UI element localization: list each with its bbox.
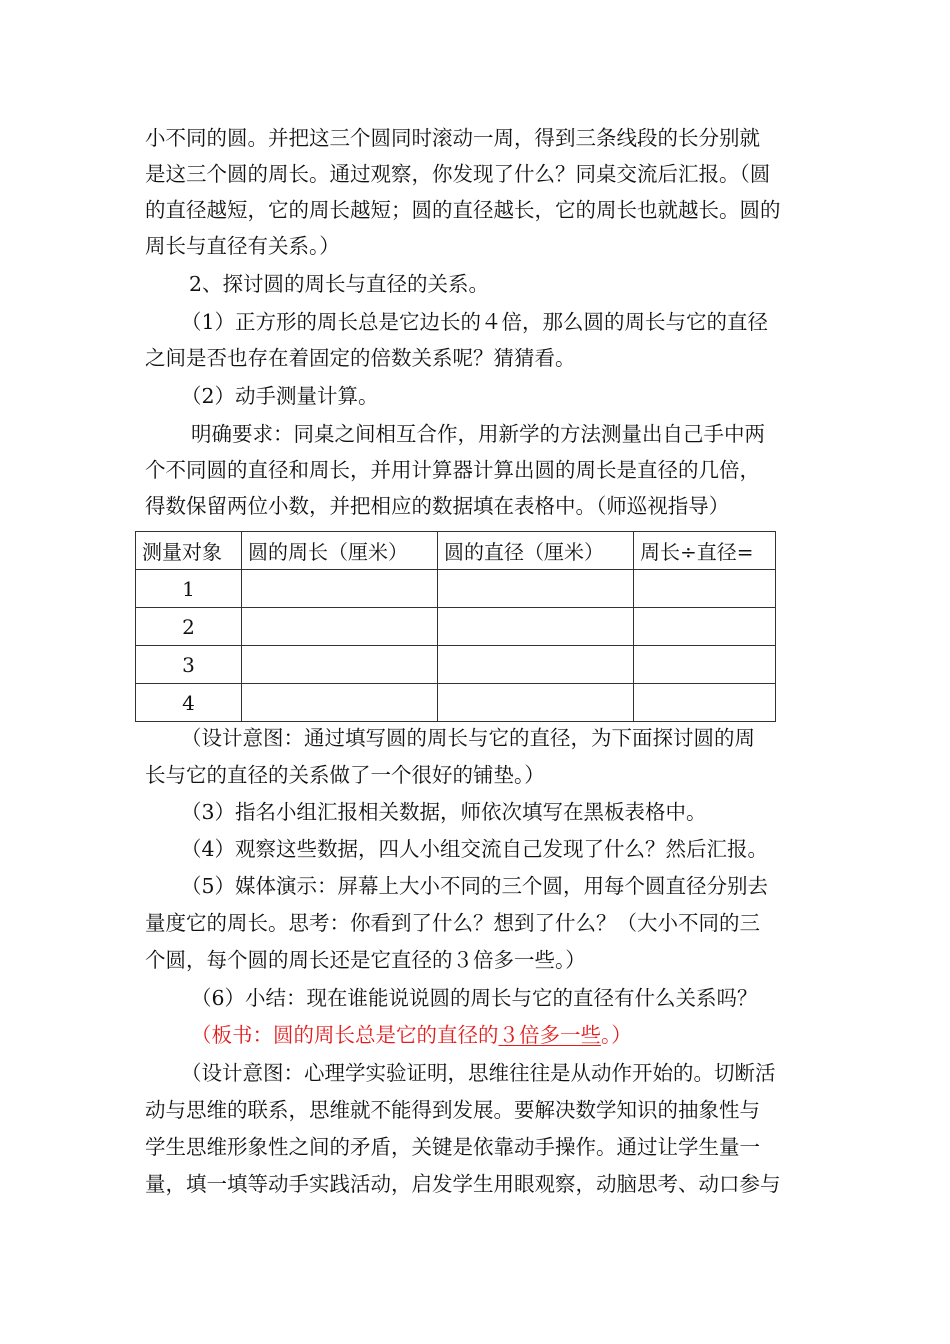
board-underlined: ３倍多一些: [498, 1023, 601, 1047]
text-line: 动与思维的联系，思维就不能得到发展。要解决数学知识的抽象性与: [145, 1098, 760, 1122]
empty-cell: [634, 608, 776, 646]
text-line: 是这三个圆的周长。通过观察，你发现了什么？同桌交流后汇报。（圆: [145, 162, 771, 186]
text-line: 学生思维形象性之间的矛盾，关键是依靠动手操作。通过让学生量一: [145, 1135, 760, 1159]
text-line: （2）动手测量计算。: [181, 384, 379, 408]
text-line: 周长与直径有关系。）: [145, 234, 340, 258]
text-line: 量，填一填等动手实践活动，启发学生用眼观察，动脑思考、动口参与: [145, 1172, 781, 1196]
table-row: [136, 646, 776, 684]
board-prefix: （板书：圆的周长总是它的直径的: [191, 1023, 499, 1047]
empty-cell: [438, 646, 634, 684]
empty-cell: [438, 684, 634, 722]
row-number: 1: [136, 570, 242, 608]
text-line: 得数保留两位小数，并把相应的数据填在表格中。（师巡视指导）: [145, 494, 730, 518]
empty-cell: [634, 570, 776, 608]
table-header-row: [136, 532, 776, 570]
text-line: （4）观察这些数据，四人小组交流自己发现了什么？然后汇报。: [181, 837, 769, 861]
board-suffix: 。）: [601, 1023, 632, 1047]
row-number: 4: [136, 684, 242, 722]
empty-cell: [438, 570, 634, 608]
text-line: 量度它的周长。思考：你看到了什么？想到了什么？（大小不同的三: [145, 911, 760, 935]
table-row: [136, 570, 776, 608]
empty-cell: [242, 608, 438, 646]
text-line: 明确要求：同桌之间相互合作，用新学的方法测量出自己手中两: [191, 422, 765, 446]
table-header-cell: 周长÷直径=: [634, 532, 776, 570]
empty-cell: [634, 684, 776, 722]
table-header-cell: 测量对象: [136, 532, 242, 570]
text-line: （3）指名小组汇报相关数据，师依次填写在黑板表格中。: [181, 800, 707, 824]
text-line: （设计意图：通过填写圆的周长与它的直径，为下面探讨圆的周: [181, 726, 755, 750]
text-line: （6）小结：现在谁能说说圆的周长与它的直径有什么关系吗？: [191, 986, 758, 1010]
empty-cell: [634, 646, 776, 684]
text-line: （5）媒体演示：屏幕上大小不同的三个圆，用每个圆直径分别去: [181, 874, 769, 898]
text-line: 个不同圆的直径和周长，并用计算器计算出圆的周长是直径的几倍，: [145, 458, 760, 482]
empty-cell: [242, 684, 438, 722]
table-header-cell: 圆的直径（厘米）: [438, 532, 634, 570]
empty-cell: [242, 646, 438, 684]
text-line: 小不同的圆。并把这三个圆同时滚动一周，得到三条线段的长分别就: [145, 126, 760, 150]
text-line: 个圆，每个圆的周长还是它直径的３倍多一些。）: [145, 948, 586, 972]
measurement-table: [135, 531, 776, 722]
text-line: 之间是否也存在着固定的倍数关系呢？猜猜看。: [145, 346, 576, 370]
table-row: [136, 684, 776, 722]
empty-cell: [438, 608, 634, 646]
empty-cell: [242, 570, 438, 608]
text-line: 的直径越短，它的周长越短；圆的直径越长，它的周长也就越长。圆的: [145, 198, 781, 222]
table-header-cell: 圆的周长（厘米）: [242, 532, 438, 570]
text-line: （1）正方形的周长总是它边长的４倍，那么圆的周长与它的直径: [181, 310, 769, 334]
text-line: 长与它的直径的关系做了一个很好的铺垫。）: [145, 763, 545, 787]
row-number: 2: [136, 608, 242, 646]
board-note: [191, 1021, 632, 1049]
row-number: 3: [136, 646, 242, 684]
text-line: （设计意图：心理学实验证明，思维往往是从动作开始的。切断活: [181, 1061, 776, 1085]
table-row: [136, 608, 776, 646]
section-heading: 2、探讨圆的周长与直径的关系。: [189, 272, 490, 296]
